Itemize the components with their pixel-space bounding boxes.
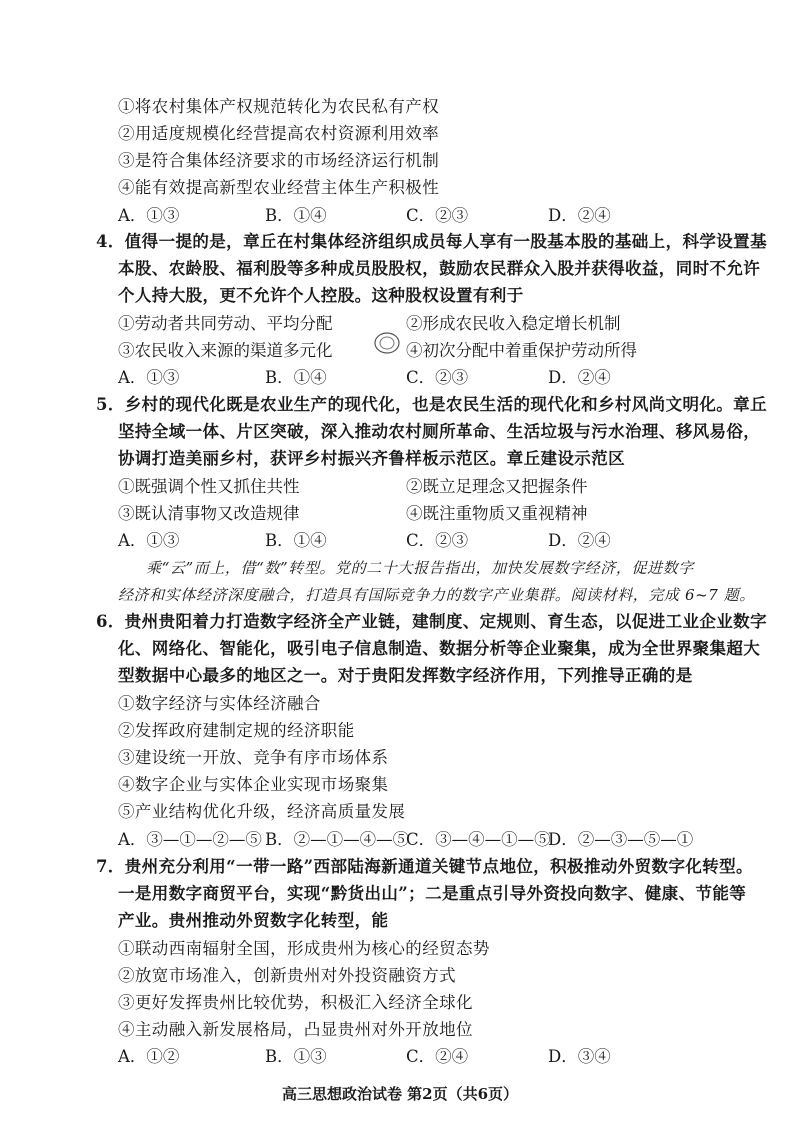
q6-option-3: ③建设统一开放、竞争有序市场体系 xyxy=(118,748,389,767)
q5-option-4: ④既注重物质又重视精神 xyxy=(406,504,588,523)
q7-stem-line-1: 7．贵州充分利用“一带一路”西部陆海新通道关键节点地位，积极推动外贸数字化转型。 xyxy=(96,857,753,876)
q5-answer-d: D．②④ xyxy=(548,531,611,550)
q5-answer-c: C．②③ xyxy=(406,531,469,550)
q3-answer-a: A．①③ xyxy=(118,206,180,225)
q6-answer-b: B．②—①—④—⑤ xyxy=(265,830,410,849)
q7-option-1: ①联动西南辐射全国，形成贵州为核心的经贸态势 xyxy=(118,939,490,958)
q4-stem-line-1: 4．值得一提的是，章丘在村集体经济组织成员每人享有一股基本股的基础上，科学设置基 xyxy=(96,232,767,251)
q5-option-2: ②既立足理念又把握条件 xyxy=(406,477,588,496)
q6-option-5: ⑤产业结构优化升级，经济高质量发展 xyxy=(118,802,406,821)
q7-option-2: ②放宽市场准入，创新贵州对外投资融资方式 xyxy=(118,966,456,985)
q3-answer-c: C．②③ xyxy=(406,206,469,225)
material-intro-line-2: 经济和实体经济深度融合，打造具有国际竞争力的数字产业集群。阅读材料，完成 6~7 题。 xyxy=(118,586,755,604)
page-footer: 高三思想政治试卷 第2页（共6页） xyxy=(281,1085,519,1103)
q4-option-2: ②形成农民收入稳定增长机制 xyxy=(406,314,621,333)
q6-answer-a: A．③—①—②—⑤ xyxy=(118,830,262,849)
q7-answer-a: A．①② xyxy=(118,1047,180,1066)
q4-stem-line-3: 个人持大股，更不允许个人控股。这种股权设置有利于 xyxy=(118,286,524,305)
q7-answer-c: C．②④ xyxy=(406,1047,469,1066)
q5-answer-a: A．①③ xyxy=(118,531,180,550)
q5-option-1: ①既强调个性又抓住共性 xyxy=(118,477,300,496)
q4-option-3: ③农民收入来源的渠道多元化 xyxy=(118,341,333,360)
scan-mark-icon xyxy=(372,330,402,356)
q3-answer-choices xyxy=(118,205,678,227)
q5-stem-line-3: 协调打造美丽乡村，获评乡村振兴齐鲁样板示范区。章丘建设示范区 xyxy=(118,449,625,468)
q7-answer-choices xyxy=(118,1046,678,1068)
q6-stem-line-3: 型数据中心最多的地区之一。对于贵阳发挥数字经济作用，下列推导正确的是 xyxy=(118,666,693,685)
q3-answer-d: D．②④ xyxy=(548,206,611,225)
q6-answer-d: D．②—③—⑤—① xyxy=(548,830,694,849)
q3-answer-b: B．①④ xyxy=(265,206,327,225)
q5-option-3: ③既认清事物又改造规律 xyxy=(118,504,300,523)
q6-answer-c: C．③—④—①—⑤ xyxy=(406,830,551,849)
q4-answer-b: B．①④ xyxy=(265,368,327,387)
q4-answer-a: A．①③ xyxy=(118,368,180,387)
q6-stem-line-2: 化、网络化、智能化，吸引电子信息制造、数据分析等企业聚集，成为全世界聚集超大 xyxy=(118,639,761,658)
q7-stem-line-3: 产业。贵州推动外贸数字化转型，能 xyxy=(118,911,389,930)
q4-option-1: ①劳动者共同劳动、平均分配 xyxy=(118,314,333,333)
q4-option-4: ④初次分配中着重保护劳动所得 xyxy=(406,341,637,360)
q5-answer-choices xyxy=(118,530,678,552)
q3-option-2: ②用适度规模化经营提高农村资源利用效率 xyxy=(118,124,440,143)
q6-answer-choices xyxy=(118,829,718,851)
q5-stem-line-1: 5．乡村的现代化既是农业生产的现代化，也是农民生活的现代化和乡村风尚文明化。章丘 xyxy=(96,395,767,414)
q6-option-2: ②发挥政府建制定规的经济职能 xyxy=(118,721,355,740)
q7-answer-d: D．③④ xyxy=(548,1047,611,1066)
q7-answer-b: B．①③ xyxy=(265,1047,327,1066)
q6-option-4: ④数字企业与实体企业实现市场聚集 xyxy=(118,775,389,794)
q7-option-4: ④主动融入新发展格局，凸显贵州对外开放地位 xyxy=(118,1020,473,1039)
material-intro-line-1: 乘“云”而上，借“数”转型。党的二十大报告指出，加快发展数字经济，促进数字 xyxy=(146,559,694,577)
q3-option-4: ④能有效提高新型农业经营主体生产积极性 xyxy=(118,178,440,197)
q6-stem-line-1: 6．贵州贵阳着力打造数字经济全产业链，建制度、定规则、育生态，以促进工业企业数字 xyxy=(96,612,767,631)
q4-answer-d: D．②④ xyxy=(548,368,611,387)
q7-stem-line-2: 一是用数字商贸平台，实现“黔货出山”；二是重点引导外资投向数字、健康、节能等 xyxy=(118,884,747,903)
q4-answer-choices xyxy=(118,367,678,389)
q5-stem-line-2: 坚持全域一体、片区突破，深入推动农村厕所革命、生活垃圾与污水治理、移风易俗， xyxy=(118,422,761,441)
q4-answer-c: C．②③ xyxy=(406,368,469,387)
q5-answer-b: B．①④ xyxy=(265,531,327,550)
q7-option-3: ③更好发挥贵州比较优势，积极汇入经济全球化 xyxy=(118,993,473,1012)
q3-option-3: ③是符合集体经济要求的市场经济运行机制 xyxy=(118,151,440,170)
q4-stem-line-2: 本股、农龄股、福利股等多种成员股股权，鼓励农民群众入股并获得收益，同时不允许 xyxy=(118,259,761,278)
q6-option-1: ①数字经济与实体经济融合 xyxy=(118,694,321,713)
q3-option-1: ①将农村集体产权规范转化为农民私有产权 xyxy=(118,97,440,116)
